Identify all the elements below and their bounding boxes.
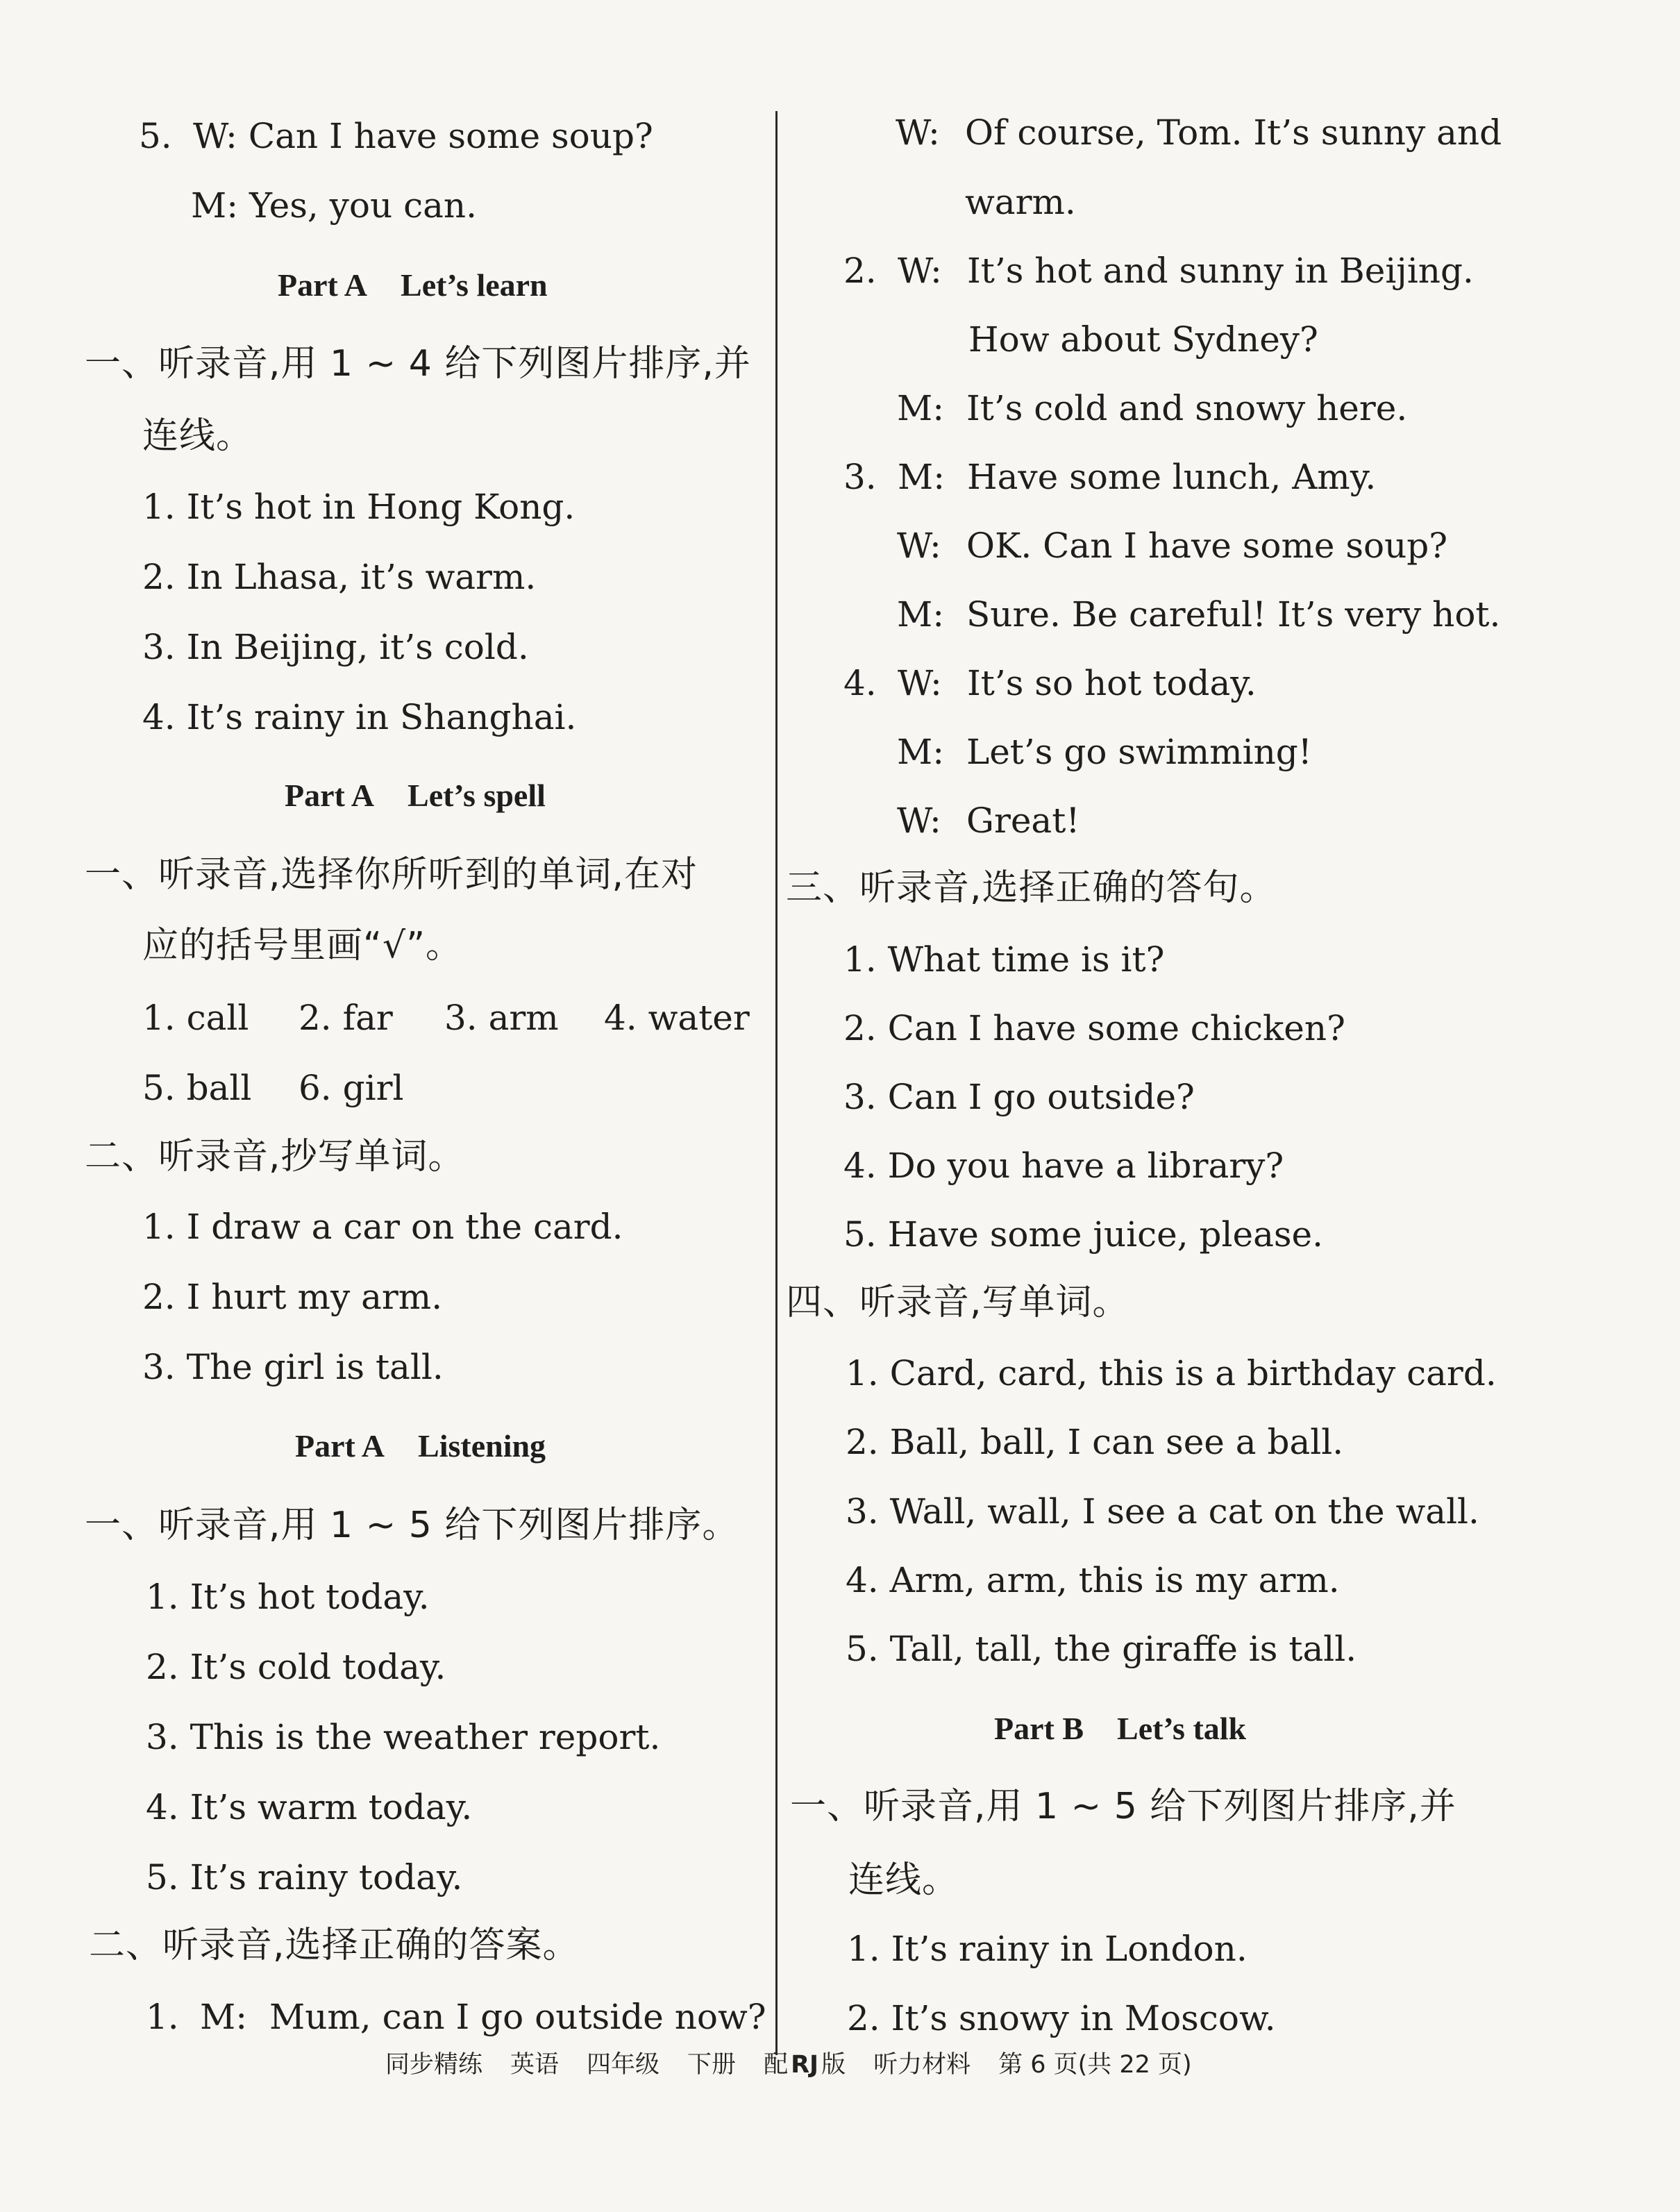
dialogue-line: warm.: [965, 182, 1076, 222]
page-footer: [385, 2050, 1220, 2080]
footer-subject: 英语: [510, 2051, 560, 2079]
section-heading: Part A Let’s learn: [278, 267, 548, 303]
footer-edition-suffix: 版: [821, 2051, 846, 2079]
list-item: 3. This is the weather report.: [146, 1717, 661, 1757]
list-item: 3. In Beijing, it’s cold.: [142, 627, 529, 667]
footer-material: 听力材料: [873, 2051, 971, 2079]
column-divider: [775, 111, 778, 2055]
question-title: 三、听录音,选择正确的答句。: [786, 867, 1277, 909]
question-title: 二、听录音,选择正确的答案。: [89, 1925, 580, 1966]
footer-grade: 四年级: [587, 2051, 660, 2079]
list-item: 3. The girl is tall.: [142, 1347, 444, 1387]
question-title-cont: 连线。: [142, 415, 253, 457]
list-item: 1. It’s hot today.: [146, 1577, 430, 1617]
list-item: 5. Tall, tall, the giraffe is tall.: [846, 1629, 1357, 1669]
dialogue-line: 4. W: It’s so hot today.: [843, 663, 1257, 703]
question-title: 一、听录音,用 1 ~ 5 给下列图片排序。: [85, 1505, 739, 1546]
dialogue-line: How about Sydney?: [968, 319, 1318, 360]
word-row: [142, 997, 750, 1039]
list-item: 2. It’s snowy in Moscow.: [847, 1998, 1276, 2038]
list-item: 4. Arm, arm, this is my arm.: [846, 1560, 1340, 1600]
list-item: 2. In Lhasa, it’s warm.: [142, 557, 537, 597]
dialogue-line: 5. W: Can I have some soup?: [139, 116, 653, 156]
list-item: 4. It’s rainy in Shanghai.: [142, 697, 577, 737]
list-item: 1. What time is it?: [843, 939, 1165, 980]
question-title-cont: 应的括号里画“√”。: [142, 925, 463, 966]
dialogue-line: 3. M: Have some lunch, Amy.: [843, 457, 1377, 497]
dialogue-line: 2. W: It’s hot and sunny in Beijing.: [843, 251, 1474, 291]
word-row: [142, 1067, 404, 1109]
question-title: 二、听录音,抄写单词。: [85, 1136, 465, 1178]
dialogue-line: W: Great!: [897, 801, 1080, 841]
footer-page-number: 第 6 页(共 22 页): [998, 2051, 1192, 2079]
dialogue-line: W: Of course, Tom. It’s sunny and: [896, 112, 1502, 153]
dialogue-line: 1. M: Mum, can I go outside now?: [146, 1997, 766, 2037]
list-item: 1. It’s rainy in London.: [847, 1929, 1248, 1969]
list-item: 3. Can I go outside?: [843, 1077, 1195, 1117]
list-item: 4. Do you have a library?: [843, 1146, 1284, 1186]
dialogue-line: M: Sure. Be careful! It’s very hot.: [897, 594, 1501, 635]
list-item: 4. It’s warm today.: [146, 1787, 473, 1827]
question-title: 一、听录音,用 1 ~ 5 给下列图片排序,并: [790, 1786, 1456, 1827]
list-item: 2. It’s cold today.: [146, 1647, 446, 1687]
footer-book: 同步精练: [385, 2051, 483, 2079]
footer-edition-code: RJ: [791, 2051, 819, 2079]
list-item: 1. I draw a car on the card.: [142, 1207, 623, 1247]
word-item: 4. water: [604, 998, 750, 1038]
section-heading: Part B Let’s talk: [994, 1711, 1247, 1746]
word-item: 5. ball: [142, 1068, 252, 1108]
list-item: 3. Wall, wall, I see a cat on the wall.: [846, 1491, 1479, 1532]
list-item: 2. Can I have some chicken?: [843, 1008, 1345, 1048]
question-title-cont: 连线。: [848, 1859, 959, 1901]
list-item: 2. I hurt my arm.: [142, 1277, 443, 1317]
section-heading: Part A Let’s spell: [285, 778, 546, 813]
word-item: 6. girl: [299, 1068, 404, 1108]
question-title: 四、听录音,写单词。: [786, 1282, 1129, 1323]
list-item: 5. It’s rainy today.: [146, 1857, 463, 1897]
section-heading: Part A Listening: [295, 1428, 546, 1464]
list-item: 2. Ball, ball, I can see a ball.: [846, 1422, 1344, 1462]
list-item: 1. It’s hot in Hong Kong.: [142, 487, 576, 527]
word-item: 3. arm: [444, 998, 559, 1038]
word-item: 2. far: [299, 998, 393, 1038]
dialogue-line: M: Let’s go swimming!: [897, 732, 1312, 772]
question-title: 一、听录音,用 1 ~ 4 给下列图片排序,并: [85, 343, 751, 385]
question-title: 一、听录音,选择你所听到的单词,在对: [85, 854, 698, 896]
dialogue-line: M: Yes, you can.: [191, 185, 478, 226]
word-item: 1. call: [142, 998, 249, 1038]
footer-volume: 下册: [687, 2051, 737, 2079]
dialogue-line: M: It’s cold and snowy here.: [897, 388, 1408, 428]
list-item: 5. Have some juice, please.: [843, 1214, 1324, 1255]
dialogue-line: W: OK. Can I have some soup?: [897, 526, 1448, 566]
list-item: 1. Card, card, this is a birthday card.: [846, 1353, 1497, 1393]
footer-edition-prefix: 配: [764, 2051, 789, 2079]
